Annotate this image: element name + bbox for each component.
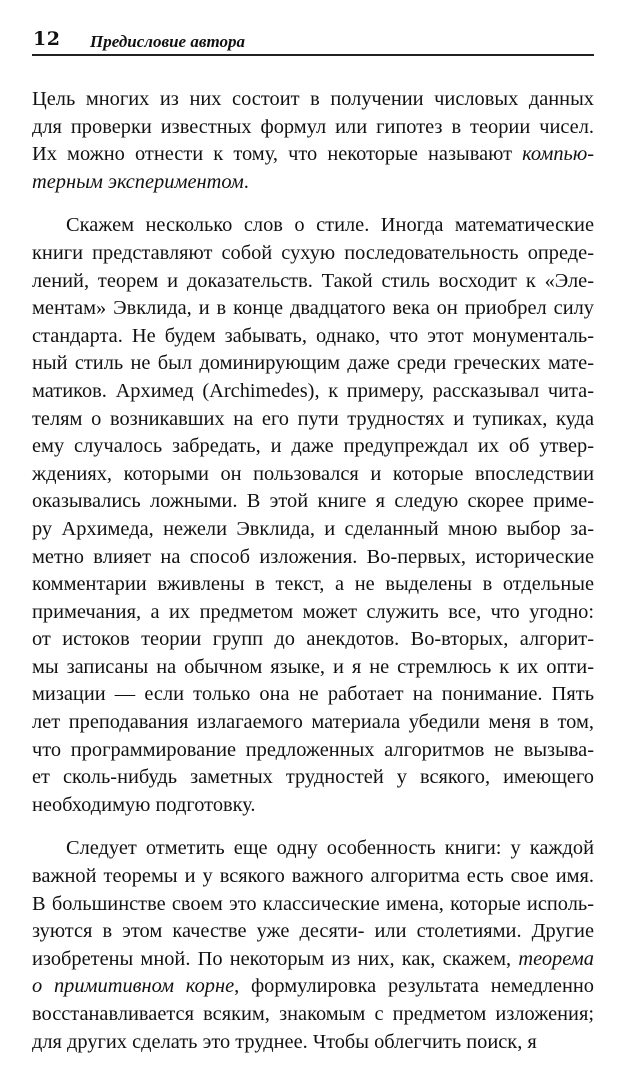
text-line [32, 737, 594, 765]
text-line [32, 488, 594, 516]
text-segment: телям о возникавших на его пути трудностях и тупиках, куда [32, 407, 594, 430]
text-segment: ему случалось забредать, и даже предупреждал их об утвер- [32, 435, 594, 458]
text-line [32, 973, 594, 1001]
text-line [32, 709, 594, 737]
text-segment: примечания, а их предметом может служить все, что угодно: [32, 600, 594, 623]
text-line [32, 212, 594, 240]
text-line [32, 141, 594, 169]
text-segment: , формулировка результата немедленно [234, 975, 594, 998]
text-segment: метно влияет на способ изложения. Во-первых, исторические [32, 545, 594, 568]
text-line [32, 1001, 594, 1029]
text-segment: ет сколь-нибудь заметных трудностей у всякого, имеющего [32, 766, 594, 789]
text-segment: ждениях, которыми он пользовался и которые впоследствии [32, 462, 594, 485]
text-line [32, 378, 594, 406]
text-segment: восстанавливается всяким, знакомым с предметом изложения; [32, 1003, 594, 1025]
text-segment: . [243, 170, 249, 193]
text-line [32, 946, 594, 974]
paragraph [32, 835, 594, 1056]
text-line [32, 1029, 594, 1057]
body-text [32, 86, 594, 1056]
text-segment: В большинстве своем это классические имена, которые исполь- [32, 892, 594, 915]
text-line [32, 406, 594, 434]
text-line [32, 891, 594, 919]
text-segment: лет преподавания излагаемого материала убедили меня в том, [32, 711, 594, 734]
text-segment: стандарта. Не будем забывать, однако, что этот монументаль- [32, 324, 594, 347]
italic-term: теорема [518, 947, 594, 970]
text-line [32, 599, 594, 627]
text-line [32, 461, 594, 489]
text-line [32, 169, 594, 197]
text-segment: Цель многих из них состоит в получении числовых данных [32, 88, 594, 110]
text-segment: лений, теорем и доказательств. Такой стиль восходит к «Эле- [32, 269, 594, 292]
text-line [32, 268, 594, 296]
text-segment: для других сделать это труднее. Чтобы облегчить поиск, я [32, 1030, 537, 1053]
text-line [32, 516, 594, 544]
text-line [32, 114, 594, 142]
text-line [32, 792, 594, 820]
text-line [32, 681, 594, 709]
text-segment: для проверки известных формул или гипотез в теории чисел. [32, 115, 594, 138]
text-line [32, 295, 594, 323]
text-line [32, 764, 594, 792]
text-line [32, 433, 594, 461]
text-segment: от истоков теории групп до анекдотов. Во-вторых, алгорит- [32, 628, 594, 651]
text-segment: Их можно отнести к тому, что некоторые называют [32, 143, 523, 166]
text-segment: книги представляют собой сухую последовательность опреде- [32, 241, 594, 264]
paragraph [32, 212, 594, 819]
paragraph [32, 86, 594, 196]
text-segment: ру Архимеда, нежели Эвклида, и сделанный мною выбор за- [32, 517, 594, 540]
text-line [32, 323, 594, 351]
text-line [32, 626, 594, 654]
text-segment: необходимую подготовку. [32, 793, 256, 816]
text-line [32, 835, 594, 863]
text-segment: ный стиль не был доминирующим даже среди греческих мате- [32, 352, 594, 375]
text-segment: мы записаны на обычном языке, и я не стремлюсь к их опти- [32, 655, 594, 678]
page-header [32, 26, 594, 56]
running-title: Предисловие автора [90, 32, 245, 51]
italic-term: компью- [522, 143, 594, 166]
page-number: 12 [33, 28, 61, 50]
text-line [32, 86, 594, 114]
text-line [32, 240, 594, 268]
text-segment: Скажем несколько слов о стиле. Иногда математические [66, 214, 594, 237]
text-line [32, 544, 594, 572]
text-segment: ментам» Эвклида, и в конце двадцатого века он приобрел силу [32, 297, 594, 320]
text-segment: зуются в этом качестве уже десяти- или столетиями. Другие [32, 920, 594, 943]
book-page [32, 26, 594, 1072]
text-segment: что программирование предложенных алгоритмов не вызыва- [32, 738, 594, 761]
text-line [32, 918, 594, 946]
italic-term: терным экспериментом [32, 170, 244, 193]
text-line [32, 654, 594, 682]
text-segment: мизации — если только она не работает на понимание. Пять [32, 683, 594, 706]
text-segment: комментарии вживлены в текст, а не выделены в отдельные [32, 573, 594, 596]
text-line [32, 863, 594, 891]
italic-term: о примитивном корне [32, 975, 235, 998]
text-segment: важной теоремы и у всякого важного алгоритма есть свое имя. [32, 865, 594, 888]
text-line [32, 571, 594, 599]
text-segment: Следует отметить еще одну особенность книги: у каждой [66, 837, 594, 860]
text-line [32, 350, 594, 378]
text-segment: изобретены мной. По некоторым из них, как, скажем, [32, 947, 519, 970]
text-segment: матиков. Архимед (Archimedes), к примеру, рассказывал чита- [32, 379, 594, 402]
text-segment: оказывались ложными. В этой книге я следую скорее приме- [32, 490, 594, 513]
